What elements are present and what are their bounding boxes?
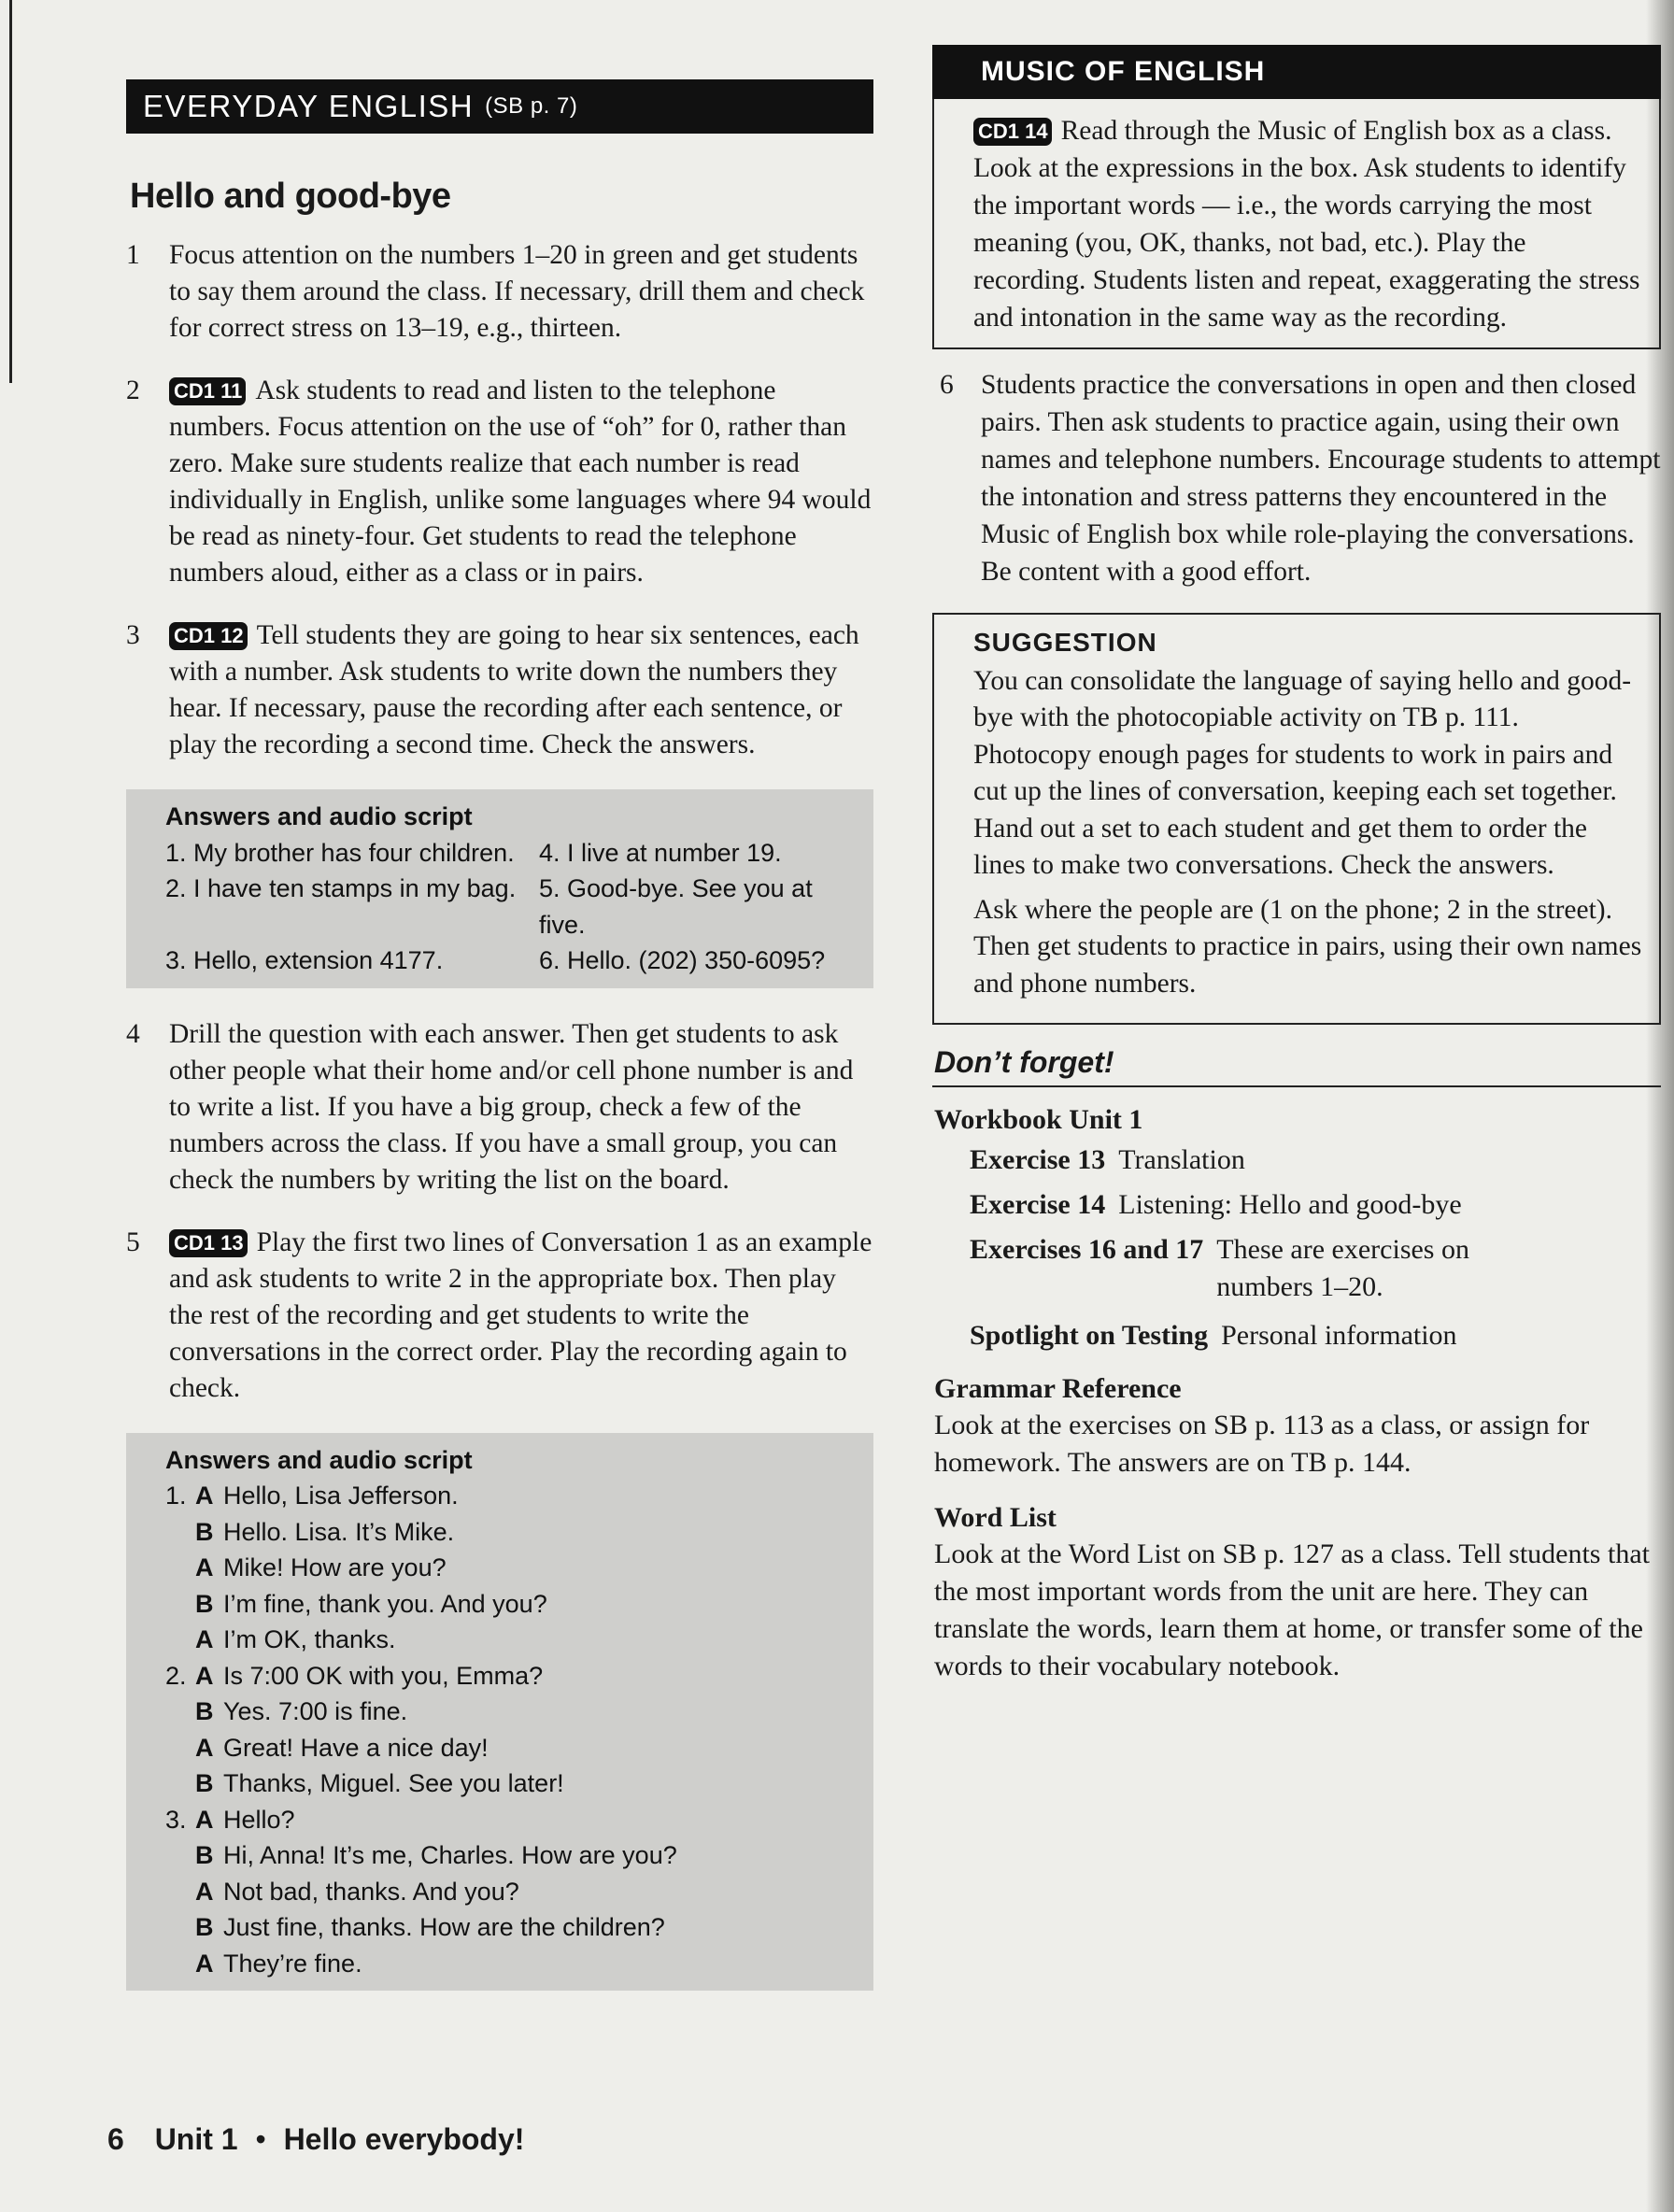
exercise-desc: These are exercises on numbers 1–20.	[1216, 1234, 1469, 1302]
music-of-english-banner: MUSIC OF ENGLISH	[932, 45, 1661, 99]
conversation-number	[165, 1730, 195, 1766]
dialogue-line	[165, 1874, 860, 1910]
speaker-label: B	[195, 1517, 214, 1546]
speaker-label: A	[195, 1482, 214, 1510]
dialogue-line	[165, 1946, 860, 1982]
exercise-label: Exercises 16 and 17	[970, 1234, 1204, 1265]
page-number: 6	[107, 2122, 124, 2156]
conversation-number: 1.	[165, 1482, 187, 1510]
dialogue-line	[165, 1550, 860, 1586]
answers-box-1	[126, 789, 873, 988]
word-list-text: Look at the Word List on SB p. 127 as a class. Tell students that the most important words from the unit are here. They can translate the words, learn them at home, or transfer some of the words to their vocabulary notebook.	[934, 1538, 1650, 1681]
workbook-list	[932, 1138, 1661, 1358]
dialogue-text: Hello, Lisa Jefferson.	[223, 1482, 459, 1510]
cd-track-badge: CD1 14	[973, 118, 1052, 146]
cd-track-badge: CD1 12	[169, 622, 248, 650]
conversation-number	[165, 1909, 195, 1946]
music-of-english-box	[932, 99, 1661, 349]
section-ref: (SB p. 7)	[485, 93, 578, 119]
conversation-number	[165, 1837, 195, 1874]
conversation-number	[165, 1586, 195, 1623]
music-text: Read through the Music of English box as a class. Look at the expressions in the box. Ask students to identify the important words — i.e., the words carrying the most meaning (you, OK, thanks, not bad, etc.). Play the recording. Students listen and repeat, exaggerating the stress and intonation in the same way as the recording.	[973, 116, 1640, 333]
dialogue-line	[165, 1837, 860, 1874]
footer-unit: Unit 1	[154, 2122, 238, 2156]
footer-bullet: •	[255, 2122, 266, 2156]
item-number: 6	[940, 370, 954, 400]
exercise-desc: Listening: Hello and good-bye	[1118, 1189, 1462, 1220]
workbook-heading: Workbook Unit 1	[934, 1104, 1143, 1135]
footer-title: Hello everybody!	[283, 2122, 525, 2156]
workbook-item	[970, 1183, 1661, 1227]
conversation-number: 2.	[165, 1661, 187, 1690]
dialogue-line	[165, 1765, 860, 1802]
exercise-desc: Translation	[1118, 1144, 1245, 1175]
instruction-1	[126, 237, 873, 347]
item-text: Students practice the conversations in open and then closed pairs. Then ask students to practice again, using their own names and telephone numbers. Encourage students to attempt the intonation and stress patterns they encountered in the Music of English box while role-playing the conversations. Be content with a good effort.	[981, 370, 1661, 587]
item-number: 1	[126, 240, 140, 270]
dialogue-text: Great! Have a nice day!	[223, 1733, 489, 1762]
dialogue-text: Mike! How are you?	[223, 1553, 447, 1581]
grammar-text: Look at the exercises on SB p. 113 as a class, or assign for homework. The answers are on TB p. 144.	[934, 1410, 1590, 1478]
dialogue-text: Is 7:00 OK with you, Emma?	[223, 1661, 544, 1690]
instruction-3	[126, 617, 873, 763]
conversation-number	[165, 1946, 195, 1982]
dialogue-line	[165, 1622, 860, 1658]
speaker-label: B	[195, 1697, 214, 1725]
dialogue-text: Thanks, Miguel. See you later!	[223, 1769, 564, 1797]
exercise-desc: Personal information	[1221, 1320, 1457, 1351]
answers-box-2	[126, 1433, 873, 1992]
dialogue-text: I’m fine, thank you. And you?	[223, 1589, 547, 1618]
item-number: 4	[126, 1018, 140, 1049]
speaker-label: A	[195, 1553, 214, 1581]
speaker-label: A	[195, 1625, 214, 1653]
grammar-heading: Grammar Reference	[934, 1373, 1182, 1404]
instruction-6	[932, 366, 1661, 590]
conversation-number	[165, 1765, 195, 1802]
suggestion-paragraph: You can consolidate the language of saying hello and good-bye with the photocopiable activity on TB p. 111. Photocopy enough pages for students to work in pairs and cut up the lines of conversation, keeping each set together. Hand out a set to each student and get them to order the lines to make two conversations. Check the answers.	[973, 665, 1632, 880]
left-column	[126, 79, 873, 2019]
conversation-number: 3.	[165, 1805, 187, 1834]
answer-line: 2. I have ten stamps in my bag.	[165, 874, 517, 902]
workbook-item	[970, 1313, 1661, 1358]
dialogue-line	[165, 1802, 860, 1838]
dialogue-line	[165, 1514, 860, 1551]
item-text: Ask students to read and listen to the telephone numbers. Focus attention on the use of “oh” for 0, rather than zero. Make sure students realize that each number is read individually in English, unlike some languages where 94 would be read as ninety-four. Get students to read the telephone numbers aloud, either as a class or in pairs.	[169, 376, 872, 588]
speaker-label: B	[195, 1913, 214, 1941]
cd-track-badge: CD1 13	[169, 1229, 248, 1257]
dialogue-text: I’m OK, thanks.	[223, 1625, 396, 1653]
item-text: Play the first two lines of Conversation 1 as an example and ask students to write 2 in the appropriate box. Then play the rest of the recording and get students to write the conversations in the correct order. Play the recording again to check.	[169, 1227, 872, 1403]
answer-line: 4. I live at number 19.	[539, 838, 782, 867]
item-text: Tell students they are going to hear six sentences, each with a number. Ask students to write down the numbers they hear. If necessary, pause the recording after each sentence, or play the recording a second time. Check the answers.	[169, 620, 859, 759]
item-number: 3	[126, 620, 140, 650]
dialogue-text: Yes. 7:00 is fine.	[223, 1697, 408, 1725]
speaker-label: B	[195, 1841, 214, 1869]
dialogue-text: Hello?	[223, 1805, 295, 1834]
item-text: Focus attention on the numbers 1–20 in green and get students to say them around the class. If necessary, drill them and check for correct stress on 13–19, e.g., thirteen.	[169, 240, 865, 343]
answer-line: 6. Hello. (202) 350-6095?	[539, 946, 826, 974]
conversation-number	[165, 1694, 195, 1730]
speaker-label: A	[195, 1877, 214, 1906]
cd-track-badge: CD1 11	[169, 377, 246, 405]
conversation-number	[165, 1550, 195, 1586]
answer-line: 1. My brother has four children.	[165, 838, 515, 867]
suggestion-title: SUGGESTION	[973, 628, 1157, 657]
answers-title: Answers and audio script	[165, 802, 473, 830]
answers-title: Answers and audio script	[165, 1445, 473, 1474]
page-heading: Hello and good-bye	[130, 177, 451, 216]
right-column	[932, 45, 1661, 1706]
answer-line: 5. Good-bye. See you at five.	[539, 874, 813, 939]
answer-line: 3. Hello, extension 4177.	[165, 946, 444, 974]
dialogue-line	[165, 1909, 860, 1946]
dialogue-line	[165, 1694, 860, 1730]
suggestion-paragraph: Ask where the people are (1 on the phone; 2 in the street). Then get students to practice in pairs, using their own names and phone numbers.	[973, 894, 1642, 999]
dialogue-text: Not bad, thanks. And you?	[223, 1877, 519, 1906]
suggestion-box	[932, 613, 1661, 1025]
dialogue-line	[165, 1658, 860, 1694]
page-edge	[9, 0, 12, 383]
section-title: EVERYDAY ENGLISH	[143, 89, 475, 123]
dialogue-text: Hello. Lisa. It’s Mike.	[223, 1517, 455, 1546]
speaker-label: B	[195, 1589, 214, 1618]
dialogue-line	[165, 1478, 860, 1514]
dont-forget-heading: Don’t forget!	[932, 1045, 1661, 1087]
dialogue-line	[165, 1730, 860, 1766]
speaker-label: A	[195, 1661, 214, 1690]
conversation-number	[165, 1622, 195, 1658]
workbook-item	[970, 1138, 1661, 1183]
speaker-label: A	[195, 1805, 214, 1834]
speaker-label: B	[195, 1769, 214, 1797]
instruction-2	[126, 373, 873, 591]
answers-grid	[165, 835, 860, 979]
word-list-heading: Word List	[934, 1502, 1057, 1533]
page-footer	[107, 2122, 524, 2157]
item-number: 5	[126, 1227, 140, 1257]
speaker-label: A	[195, 1949, 214, 1978]
section-banner	[126, 79, 873, 134]
dialogue-text: Hi, Anna! It’s me, Charles. How are you?	[223, 1841, 677, 1869]
item-number: 2	[126, 376, 140, 405]
workbook-item	[970, 1231, 1661, 1306]
dialogue-text: They’re fine.	[223, 1949, 362, 1978]
conversation-number	[165, 1514, 195, 1551]
conversation-number	[165, 1874, 195, 1910]
instruction-4	[126, 1016, 873, 1198]
exercise-label: Exercise 13	[970, 1144, 1106, 1175]
dialogue-text: Just fine, thanks. How are the children?	[223, 1913, 665, 1941]
instruction-5	[126, 1225, 873, 1407]
dialogue-line	[165, 1586, 860, 1623]
exercise-label: Spotlight on Testing	[970, 1320, 1209, 1351]
item-text: Drill the question with each answer. Then get students to ask other people what their home and/or cell phone number is and to write a list. If you have a big group, check a few of the numbers across the class. If you have a small group, you can check the numbers by writing the list on the board.	[169, 1018, 854, 1195]
speaker-label: A	[195, 1733, 214, 1762]
exercise-label: Exercise 14	[970, 1189, 1106, 1220]
